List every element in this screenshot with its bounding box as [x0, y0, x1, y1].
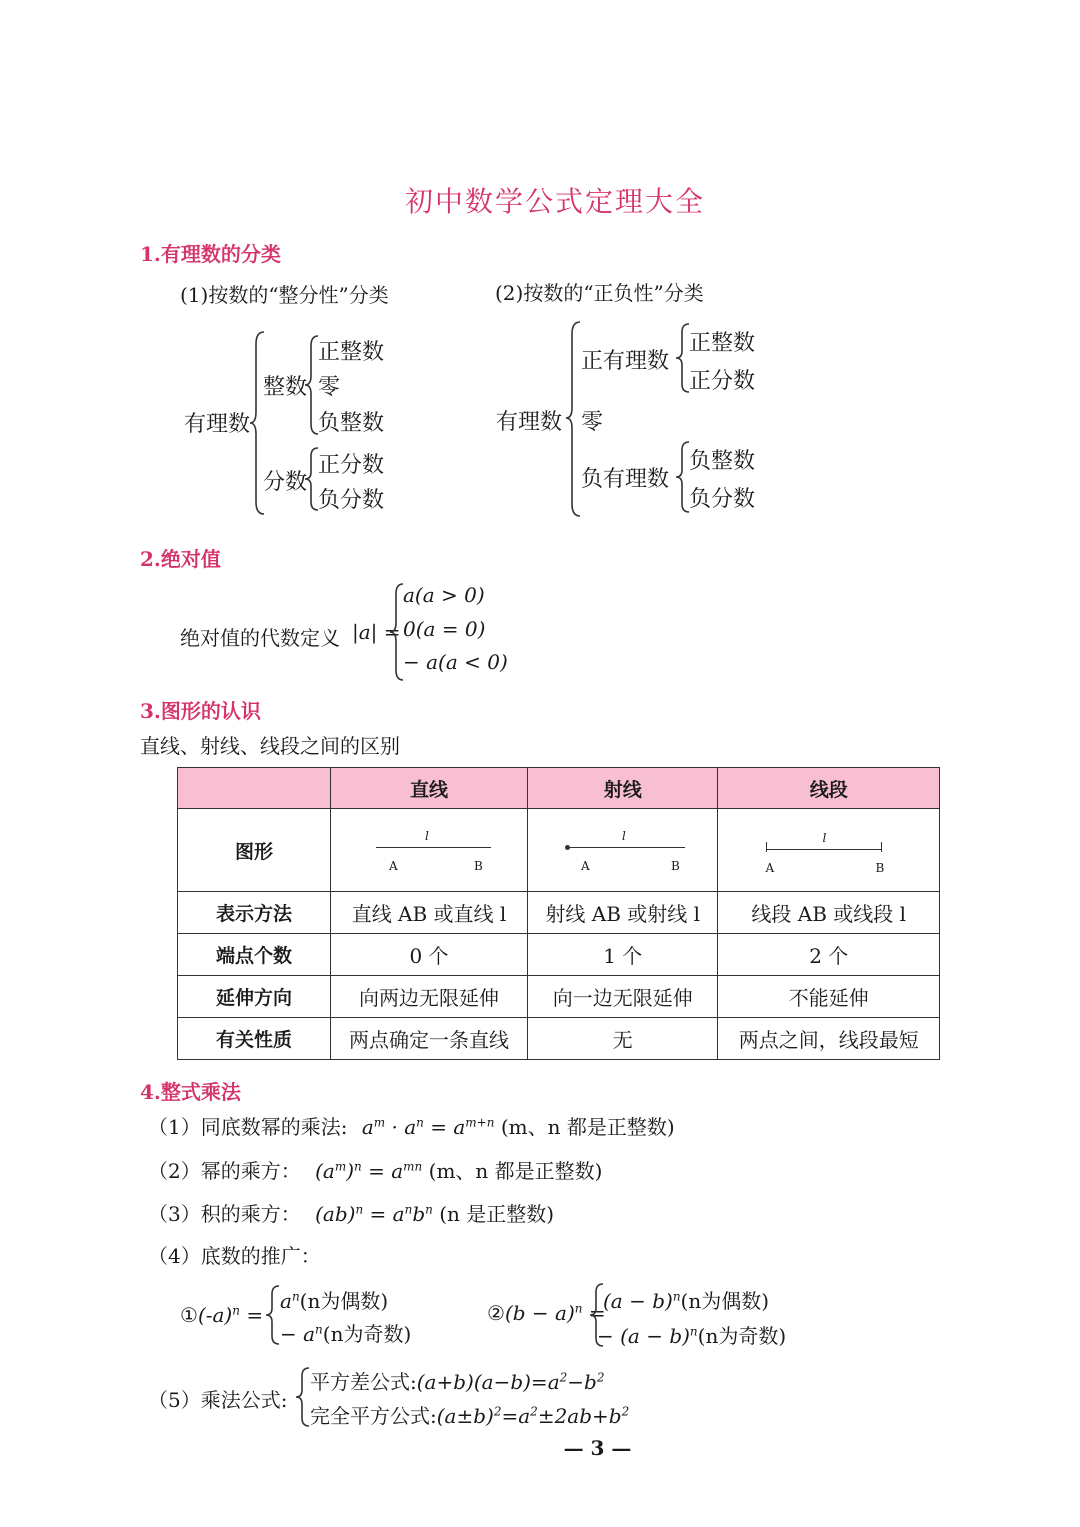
figure-line-cell	[331, 809, 528, 892]
case-1-expression: $(-a)^n$ =	[197, 1303, 264, 1327]
column-header: 射线	[528, 768, 718, 809]
rule-3-note: (n 是正整数)	[439, 1202, 555, 1226]
rule-1-formula: $a^m \cdot a^n = a^{m+n}$	[361, 1115, 495, 1139]
rule-2-label: （2）幂的乘方：	[148, 1159, 301, 1183]
tree-b-negative: 负有理数	[581, 467, 670, 492]
table-corner-cell	[178, 768, 331, 809]
table-cell: 两点之间，线段最短	[718, 1018, 940, 1060]
table-cell: 两点确定一条直线	[331, 1018, 528, 1060]
segment-endpoint	[881, 842, 882, 852]
figure-label-l: l	[425, 829, 429, 843]
row-header: 图形	[178, 809, 331, 892]
rule-3-label: （3）积的乘方：	[148, 1202, 301, 1226]
figure-ray	[567, 847, 685, 848]
case-1-odd: − $a^n(n$为奇数)	[280, 1322, 412, 1346]
tree-b-item: 负整数	[689, 449, 756, 474]
section-3-heading: 3.图形的认识	[140, 699, 261, 723]
column-header: 直线	[331, 768, 528, 809]
table-cell: 不能延伸	[718, 976, 940, 1018]
abs-def-case: − a(a < 0)	[403, 650, 508, 674]
tree-a-item: 负整数	[318, 411, 385, 436]
table-cell: 直线 AB 或直线 l	[331, 892, 528, 934]
column-header: 线段	[718, 768, 940, 809]
page-title: 初中数学公式定理大全	[404, 185, 705, 218]
case-1-lhs	[180, 1303, 263, 1327]
abs-def-case: a(a > 0)	[403, 583, 485, 607]
row-header: 延伸方向	[178, 976, 331, 1018]
tree-a-item: 零	[318, 375, 341, 400]
rule-4-label: （4）底数的推广：	[148, 1244, 321, 1268]
classification-a-label: (1)按数的“整分性”分类	[180, 283, 389, 307]
tree-a-item: 正整数	[318, 340, 385, 365]
tree-a-root: 有理数	[184, 412, 251, 437]
table-cell: 0 个	[331, 934, 528, 976]
figure-segment-cell	[718, 809, 940, 892]
table-cell: 向两边无限延伸	[331, 976, 528, 1018]
figure-straight-line	[376, 847, 491, 848]
case-1-even: $a^n(n$为偶数)	[280, 1289, 389, 1313]
rule-5-label: （5）乘法公式:	[148, 1388, 288, 1412]
figure-label-b: B	[875, 861, 885, 875]
section-4-heading: 4.整式乘法	[140, 1080, 241, 1104]
figure-label-b: B	[474, 859, 483, 873]
difference-of-squares: 平方差公式$:(a+b)(a-b)=a^2-b^2$	[310, 1370, 605, 1394]
perfect-square: 完全平方公式$:(a\pm b)^2=a^2\pm 2ab+b^2$	[310, 1404, 630, 1428]
rule-3	[148, 1198, 554, 1227]
abs-def-case: 0(a = 0)	[403, 617, 486, 641]
tree-b-zero: 零	[581, 410, 604, 435]
figure-label-l: l	[822, 831, 827, 845]
case-2-expression: $(b - a)^n$ =	[504, 1301, 606, 1325]
section-1-heading: 1.有理数的分类	[140, 242, 281, 266]
tree-b-item: 正整数	[689, 331, 756, 356]
figure-label-b: B	[671, 859, 680, 873]
tree-a-item: 负分数	[318, 488, 385, 513]
rule-2-note: (m、n 都是正整数)	[428, 1159, 603, 1183]
line-comparison-table	[177, 767, 940, 1060]
case-1-prefix: ①	[180, 1303, 198, 1327]
tree-b-positive: 正有理数	[581, 349, 670, 374]
section-2-heading: 2.绝对值	[140, 547, 221, 571]
figure-ray-cell	[528, 809, 718, 892]
abs-def-lhs: |a| =	[352, 620, 401, 644]
figure-label-a: A	[765, 861, 775, 875]
rule-1-note: (m、n 都是正整数)	[500, 1115, 675, 1139]
tree-a-item: 正分数	[318, 453, 385, 478]
table-cell: 2 个	[718, 934, 940, 976]
case-2-odd: − $(a - b)^n(n$为奇数)	[597, 1324, 787, 1348]
row-header: 有关性质	[178, 1018, 331, 1060]
table-cell: 线段 AB 或线段 l	[718, 892, 940, 934]
table-cell: 射线 AB 或射线 l	[528, 892, 718, 934]
segment-endpoint	[766, 842, 767, 852]
figure-label-a: A	[581, 859, 590, 873]
figure-label-a: A	[389, 859, 398, 873]
rule-3-formula: $(ab)^n = a^nb^n$	[315, 1202, 433, 1226]
tree-a-fraction: 分数	[263, 470, 308, 495]
page-number: — 3 —	[563, 1436, 632, 1460]
tree-a-integer: 整数	[263, 375, 308, 400]
case-2-lhs	[487, 1301, 606, 1325]
rule-1-label: （1）同底数幂的乘法:	[148, 1115, 348, 1139]
row-header: 端点个数	[178, 934, 331, 976]
figure-label-l: l	[622, 829, 626, 843]
case-2-prefix: ②	[487, 1301, 505, 1325]
table-cell: 无	[528, 1018, 718, 1060]
tree-b-root: 有理数	[496, 410, 563, 435]
tree-b-item: 正分数	[689, 369, 756, 394]
rule-1	[148, 1111, 675, 1140]
tree-b-item: 负分数	[689, 487, 756, 512]
classification-b-label: (2)按数的“正负性”分类	[495, 281, 704, 305]
rule-2	[148, 1155, 602, 1184]
rule-2-formula: $(a^m)^n = a^{mn}$	[315, 1159, 423, 1183]
case-2-even: $(a - b)^n(n$为偶数)	[603, 1289, 770, 1313]
table-cell: 向一边无限延伸	[528, 976, 718, 1018]
row-header: 表示方法	[178, 892, 331, 934]
abs-def-label: 绝对值的代数定义	[180, 626, 340, 650]
section-3-subtitle: 直线、射线、线段之间的区别	[140, 734, 400, 758]
figure-segment	[766, 849, 881, 850]
table-cell: 1 个	[528, 934, 718, 976]
